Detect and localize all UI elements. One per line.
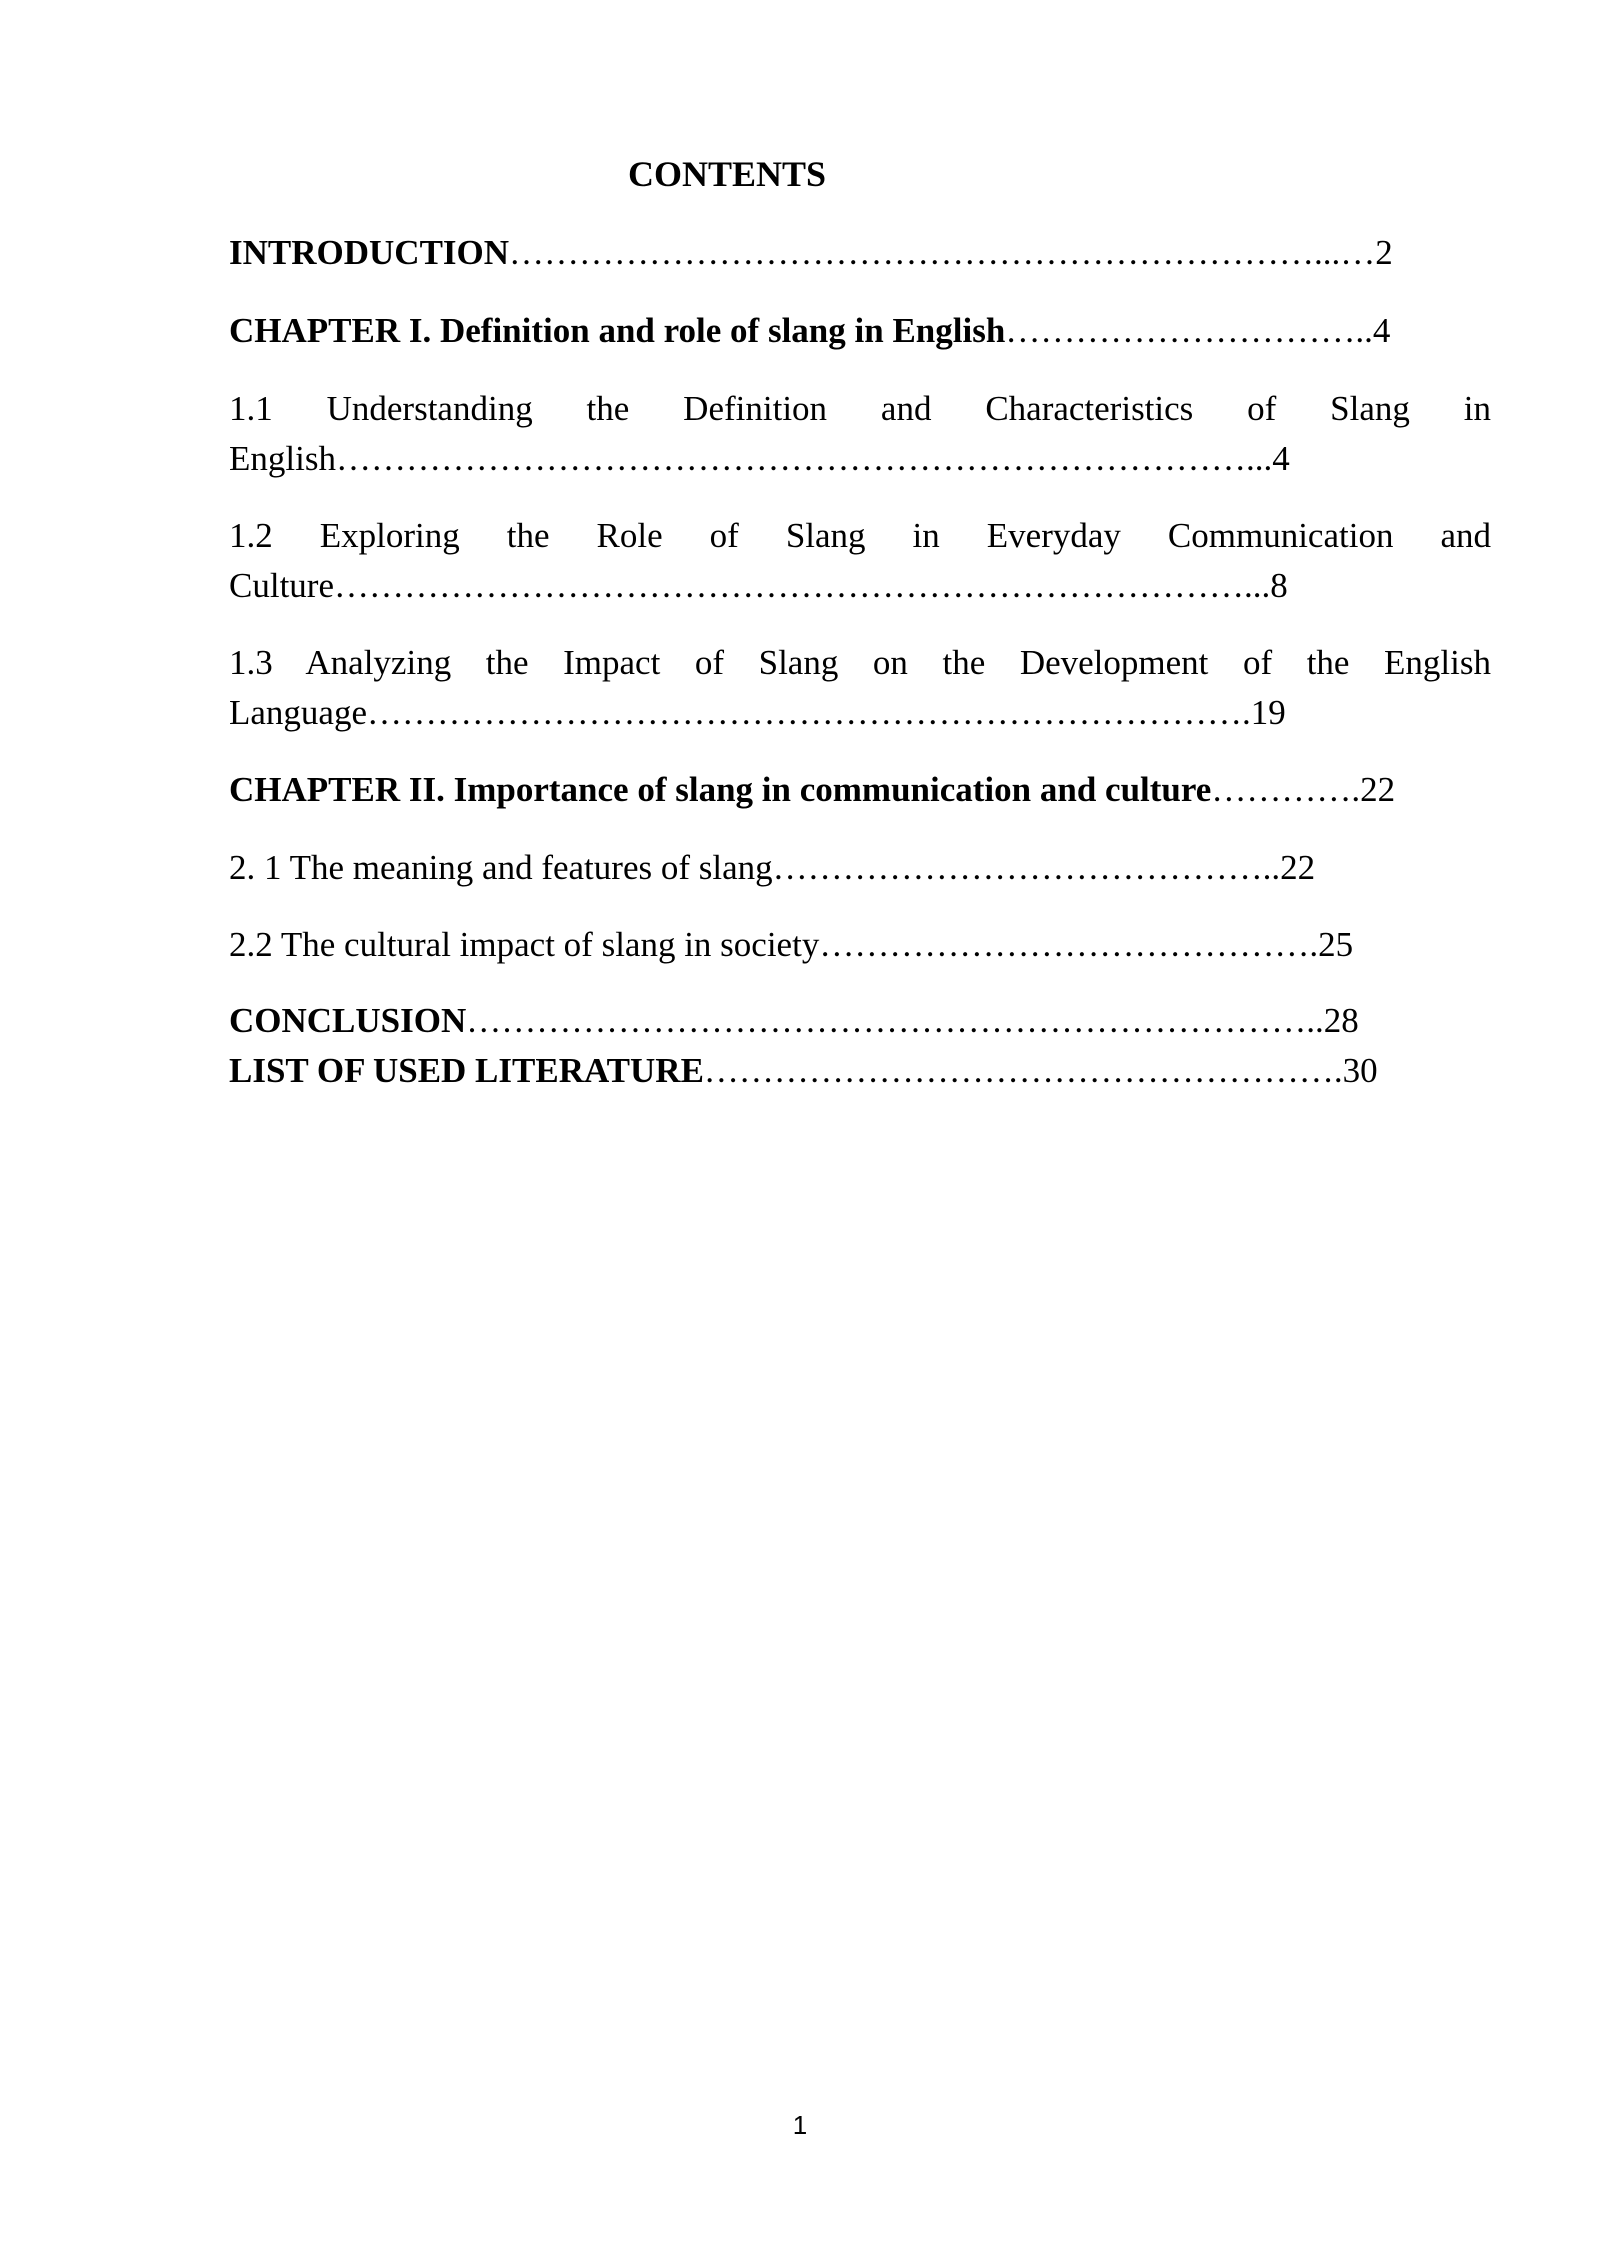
toc-entry-title: CHAPTER I. Definition and role of slang in English — [229, 311, 1006, 350]
toc-entry-section-2-2 — [229, 920, 1491, 970]
toc-entry-title-line-1: 1.2 Exploring the Role of Slang in Everyday Communication and — [229, 516, 1491, 555]
toc-entry-chapter-2 — [229, 765, 1491, 815]
toc-entry-conclusion — [229, 996, 1491, 1046]
toc-entry-section-1-3-line-2 — [229, 688, 1491, 738]
toc-entry-chapter-1 — [229, 306, 1491, 356]
toc-entry-title-line-1: 1.1 Understanding the Definition and Characteristics of Slang in — [229, 389, 1491, 428]
toc-entry-title: LIST OF USED LITERATURE — [229, 1051, 704, 1090]
page-number: 1 — [792, 2110, 808, 2140]
toc-entry-literature — [229, 1046, 1491, 1096]
toc-entry-section-2-1 — [229, 843, 1491, 893]
toc-entry-section-1-1-line-2 — [229, 434, 1491, 484]
contents-heading: CONTENTS — [628, 154, 827, 194]
toc-entry-title-line-2: English……………………………………………………………………...4 — [229, 439, 1290, 478]
toc-entry-introduction — [229, 228, 1491, 278]
toc-entry-title: INTRODUCTION — [229, 233, 510, 272]
toc-entry-leader-page: ………….22 — [1211, 770, 1396, 809]
toc-entry-title: CHAPTER II. Importance of slang in communication and culture — [229, 770, 1212, 809]
toc-entry-title: CONCLUSION — [229, 1001, 467, 1040]
toc-entry-leader-page: ……………………………………………………………...…2 — [509, 233, 1393, 272]
toc-entry-leader-page: …………………………..4 — [1005, 311, 1391, 350]
toc-entry-leader-page: ……………………………………………….30 — [703, 1051, 1378, 1090]
toc-entry-title-line-1: 1.3 Analyzing the Impact of Slang on the Development of the English — [229, 643, 1491, 682]
toc-entry-leader-page: ………………………………………………………………..28 — [466, 1001, 1359, 1040]
toc-entry-title: 2. 1 The meaning and features of slang……………………………………..22 — [229, 848, 1316, 887]
toc-entry-title-line-2: Language………………………………………………………………….19 — [229, 693, 1286, 732]
toc-entry-title-line-2: Culture……………………………………………………………………...8 — [229, 566, 1288, 605]
toc-entry-title: 2.2 The cultural impact of slang in society…………………………………….25 — [229, 925, 1354, 964]
toc-entry-section-1-2 — [229, 511, 1491, 561]
toc-entry-section-1-3 — [229, 638, 1491, 688]
toc-entry-section-1-2-line-2 — [229, 561, 1491, 611]
toc-entry-section-1-1 — [229, 384, 1491, 434]
